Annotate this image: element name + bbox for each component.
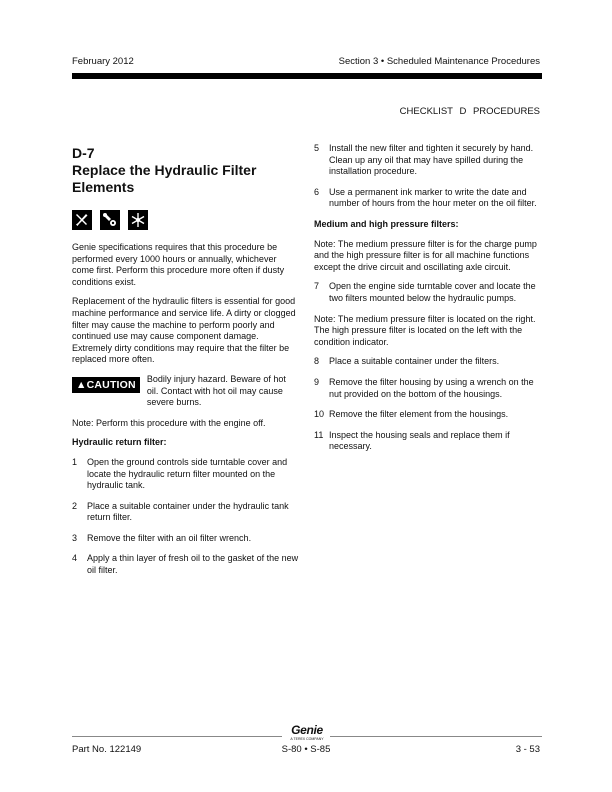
caution-text: Bodily injury hazard. Beware of hot oil. Contact with hot oil may cause severe burns. — [146, 373, 286, 408]
tools-icon — [72, 210, 92, 230]
intro-paragraph: Genie specifications requires that this procedure be performed every 1000 hours or annually, whichever come first. Perform this procedure more often if dusty conditions exist. — [72, 242, 285, 287]
footer-model: S-80 • S-85 — [281, 744, 331, 755]
caution-block — [72, 374, 300, 409]
list-item: 2 Place a suitable container under the hydraulic tank return filter. — [72, 500, 289, 523]
header-rule — [72, 73, 542, 79]
list-item: 9 Remove the filter housing by using a wrench on the nut provided on the bottom of the housings. — [314, 376, 534, 399]
procedure-icons — [72, 210, 300, 230]
caution-badge: ▲CAUTION — [72, 377, 140, 393]
list-item: 3 Remove the filter with an oil filter wrench. — [72, 532, 252, 543]
list-item: 1 Open the ground controls side turntable cover and locate the hydraulic return filter mounted on the hydraulic tank. — [72, 456, 288, 491]
footer-part-number: Part No. 122149 — [72, 744, 142, 755]
genie-logo: Genie A TEREX COMPANY — [290, 723, 324, 741]
right-column — [314, 143, 542, 462]
pressure-filter-note: Note: The medium pressure filter is for the charge pump and the high pressure filter is for all machine functions except the drive circuit and oscillating axle circuit. — [314, 238, 537, 272]
list-item: 5 Install the new filter and tighten it securely by hand. Clean up any oil that may have spilled during the installation procedure. — [314, 143, 534, 177]
list-item: 7 Open the engine side turntable cover and locate the two filters mounted below the hydraulic pumps. — [314, 281, 536, 303]
header-date: February 2012 — [72, 56, 134, 67]
removal-steps — [314, 356, 542, 453]
wrench-gear-icon — [100, 210, 120, 230]
list-item: 4 Apply a thin layer of fresh oil to the gasket of the new oil filter. — [72, 553, 299, 576]
list-item: 10 Remove the filter element from the housings. — [314, 409, 509, 420]
list-item: 6 Use a permanent ink marker to write the date and number of hours from the hour meter on the oil filter. — [314, 186, 537, 209]
return-filter-steps — [72, 457, 300, 577]
footer-rule-right — [330, 736, 542, 737]
left-column — [72, 145, 300, 586]
install-steps — [314, 143, 542, 210]
list-item: 11 Inspect the housing seals and replace them if necessary. — [314, 429, 510, 452]
header-section: Section 3 • Scheduled Maintenance Procedures — [338, 56, 540, 67]
footer-rule-left — [72, 736, 282, 737]
cold-weather-icon — [128, 210, 148, 230]
return-filter-heading: Hydraulic return filter: — [72, 437, 167, 448]
pressure-filters-heading: Medium and high pressure filters: — [314, 218, 459, 229]
list-item: 8 Place a suitable container under the filters. — [314, 356, 500, 367]
checklist-label: CHECKLIST D PROCEDURES — [399, 106, 540, 117]
footer-page-number: 3 - 53 — [515, 744, 540, 755]
engine-off-note: Note: Perform this procedure with the engine off. — [72, 417, 266, 428]
replacement-paragraph: Replacement of the hydraulic filters is essential for good machine performance and service life. A dirty or clogged filter may cause the machine to perform poorly and continued use may cause component damage. Extremely dirty conditions may require that the filter be replaced more often. — [72, 296, 296, 365]
filter-location-note: Note: The medium pressure filter is located on the right. The high pressure filter is located on the left with the condition indicator. — [314, 313, 536, 347]
procedure-title: Replace the Hydraulic Filter Elements — [72, 162, 257, 195]
procedure-id: D-7 — [72, 145, 95, 161]
locate-steps — [314, 281, 542, 304]
